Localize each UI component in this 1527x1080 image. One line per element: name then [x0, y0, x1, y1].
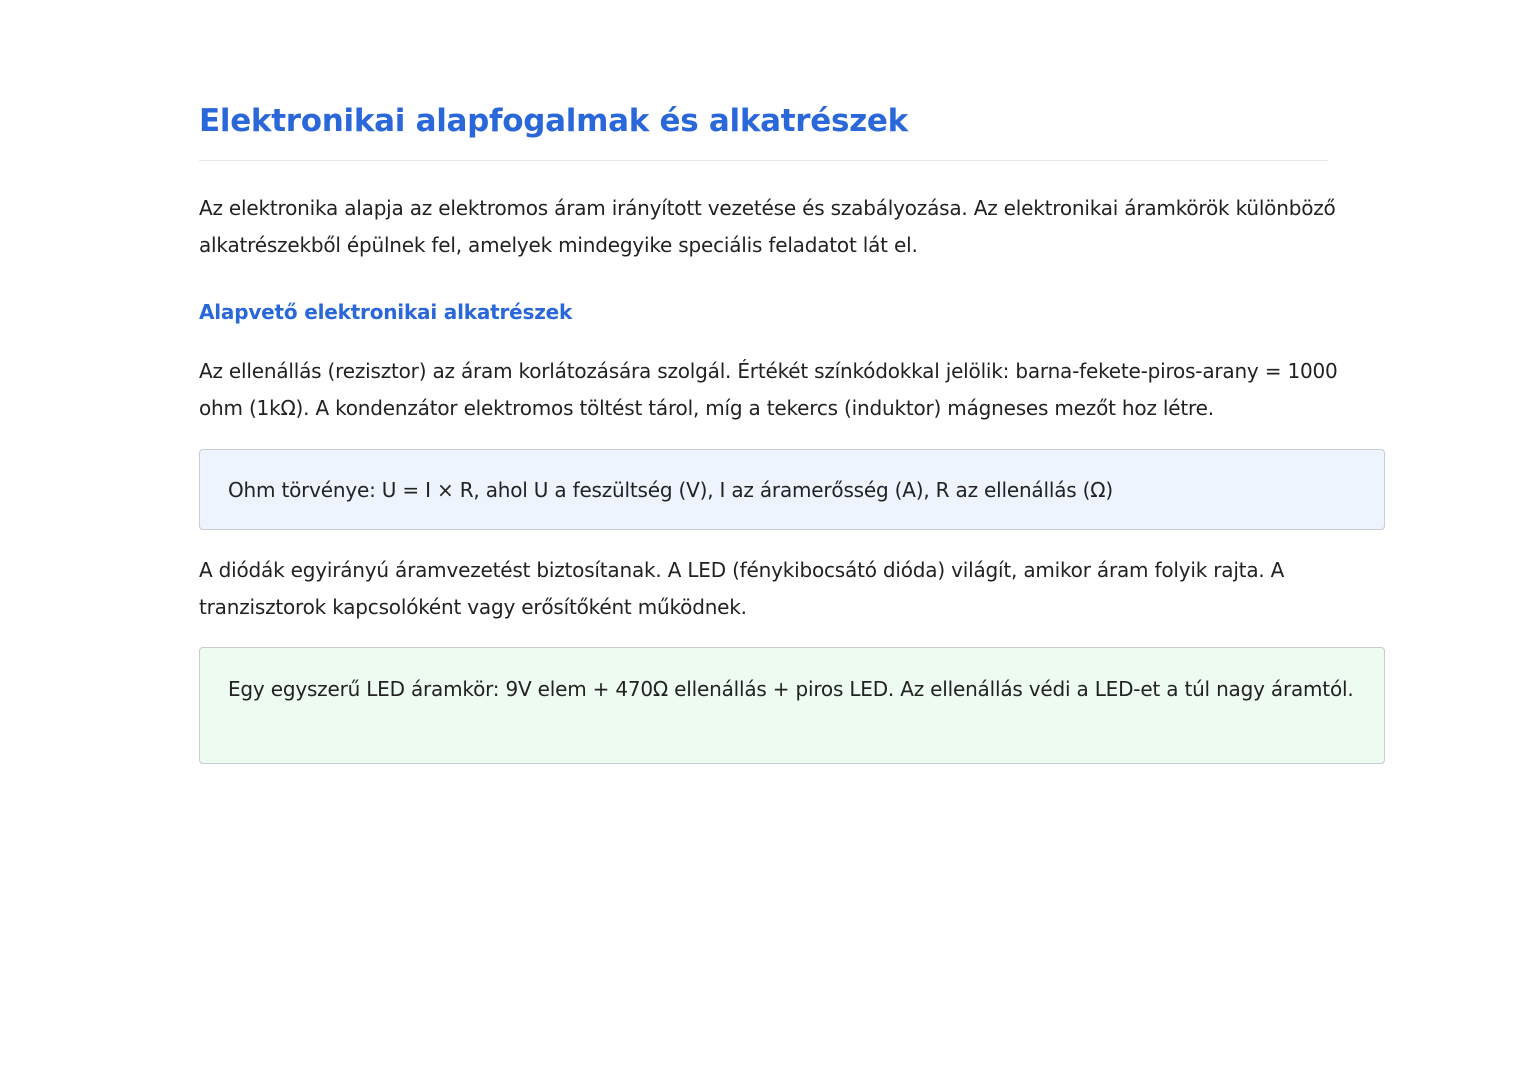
info-box-text: Ohm törvénye: U = I × R, ahol U a feszültség (V), I az áramerősség (A), R az ellenállás (Ω) — [228, 478, 1113, 502]
components-paragraph: Az ellenállás (rezisztor) az áram korlátozására szolgál. Értékét színkódokkal jelölik: barna-fekete-piros-arany = 1000 ohm (1kΩ). A kondenzátor elektromos töltést tárol, míg a tekercs (induktor) mágneses mezőt hoz létre. — [199, 359, 1338, 420]
section-heading: Alapvető elektronikai alkatrészek — [199, 300, 573, 324]
example-box-text: Egy egyszerű LED áramkör: 9V elem + 470Ω ellenállás + piros LED. Az ellenállás védi a LED-et a túl nagy áramtól. — [228, 677, 1354, 701]
ohm-law-info-box — [199, 449, 1385, 530]
diodes-paragraph: A diódák egyirányú áramvezetést biztosítanak. A LED (fénykibocsátó dióda) világít, amikor áram folyik rajta. A tranzisztorok kapcsolóként vagy erősítőként működnek. — [199, 558, 1285, 619]
intro-paragraph: Az elektronika alapja az elektromos áram irányított vezetése és szabályozása. Az elektronikai áramkörök különböző alkatrészekből épülnek fel, amelyek mindegyike speciális feladatot lát el. — [199, 196, 1336, 257]
led-circuit-example-box — [199, 647, 1385, 764]
title-divider — [199, 160, 1328, 161]
page-title: Elektronikai alapfogalmak és alkatrészek — [199, 103, 908, 139]
